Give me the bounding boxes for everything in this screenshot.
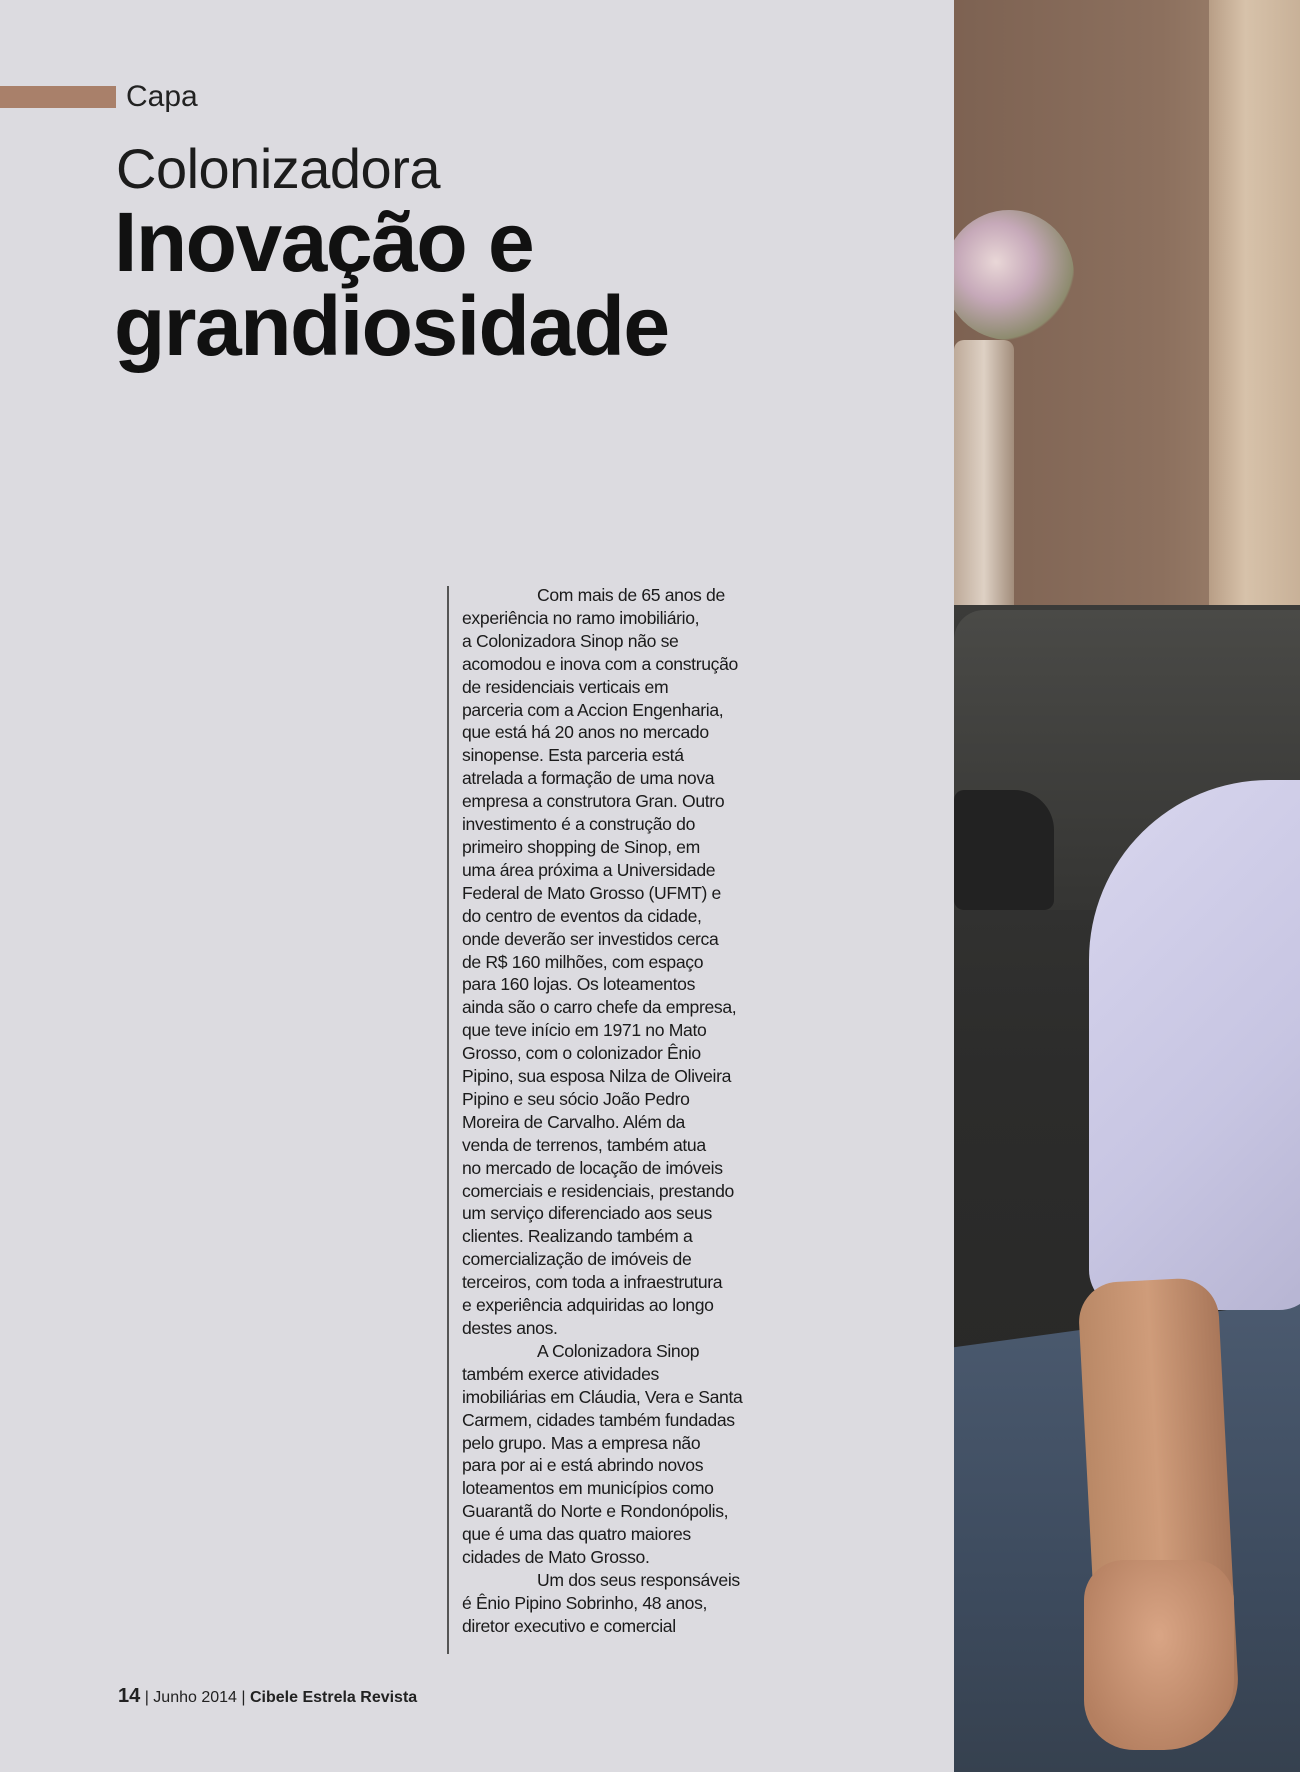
article-kicker: Colonizadora xyxy=(116,137,440,200)
body-line: cidades de Mato Grosso. xyxy=(462,1547,650,1568)
headline-line: Inovação e xyxy=(114,195,534,289)
body-line: no mercado de locação de imóveis xyxy=(462,1157,723,1178)
body-line: A Colonizadora Sinop xyxy=(537,1340,700,1361)
body-line: investimento é a construção do xyxy=(462,814,696,835)
body-line: Guarantã do Norte e Rondonópolis, xyxy=(462,1501,729,1522)
body-line: comercialização de imóveis de xyxy=(462,1249,692,1270)
shirt-sleeve xyxy=(1089,780,1300,1310)
body-line: diretor executivo e comercial xyxy=(462,1615,676,1636)
column-rule xyxy=(447,586,449,1654)
body-line: comerciais e residenciais, prestando xyxy=(462,1180,734,1201)
body-line: Moreira de Carvalho. Além da xyxy=(462,1111,685,1132)
body-line: experiência no ramo imobiliário, xyxy=(462,607,700,628)
body-line: Pipino, sua esposa Nilza de Oliveira xyxy=(462,1066,732,1087)
body-line: e experiência adquiridas ao longo xyxy=(462,1295,714,1316)
body-line: a Colonizadora Sinop não se xyxy=(462,630,679,651)
body-line: de R$ 160 milhões, com espaço xyxy=(462,951,704,972)
body-line: Com mais de 65 anos de xyxy=(537,585,725,605)
body-line: terceiros, com toda a infraestrutura xyxy=(462,1272,723,1293)
body-line: Federal de Mato Grosso (UFMT) e xyxy=(462,882,721,903)
body-line: empresa a construtora Gran. Outro xyxy=(462,791,725,812)
headline-line: grandiosidade xyxy=(114,279,669,373)
hand xyxy=(1084,1560,1234,1750)
body-line: Um dos seus responsáveis xyxy=(537,1569,740,1590)
body-line: uma área próxima a Universidade xyxy=(462,859,716,880)
body-line: Pipino e seu sócio João Pedro xyxy=(462,1088,690,1109)
section-accent-bar xyxy=(0,86,116,108)
body-line: parceria com a Accion Engenharia, xyxy=(462,699,724,720)
vase xyxy=(954,340,1014,610)
body-line: que é uma das quatro maiores xyxy=(462,1524,691,1545)
body-line: venda de terrenos, também atua xyxy=(462,1134,706,1155)
article-body xyxy=(462,584,790,1638)
body-line: um serviço diferenciado aos seus xyxy=(462,1203,712,1224)
page-footer xyxy=(118,1685,417,1708)
footer-separator: | xyxy=(140,1689,154,1706)
footer-separator: | xyxy=(236,1689,250,1706)
body-line: clientes. Realizando também a xyxy=(462,1226,693,1247)
issue-date: Junho 2014 xyxy=(153,1689,237,1706)
body-line: para 160 lojas. Os loteamentos xyxy=(462,974,696,995)
body-line: Grosso, com o colonizador Ênio xyxy=(462,1043,701,1064)
body-line: atrelada a formação de uma nova xyxy=(462,768,715,789)
cover-photo xyxy=(954,0,1300,1772)
body-line: para por ai e está abrindo novos xyxy=(462,1455,704,1476)
body-line: do centro de eventos da cidade, xyxy=(462,905,702,926)
cushion xyxy=(954,790,1054,910)
page-number: 14 xyxy=(118,1685,141,1707)
body-line: destes anos. xyxy=(462,1318,558,1338)
body-line: também exerce atividades xyxy=(462,1363,659,1384)
body-line: loteamentos em municípios como xyxy=(462,1478,714,1499)
body-line: de residenciais verticais em xyxy=(462,676,669,697)
article-headline xyxy=(114,195,669,373)
body-line: primeiro shopping de Sinop, em xyxy=(462,836,700,857)
body-line: que teve início em 1971 no Mato xyxy=(462,1020,707,1041)
body-line: que está há 20 anos no mercado xyxy=(462,722,709,743)
publication-name: Cibele Estrela Revista xyxy=(249,1689,418,1706)
body-line: acomodou e inova com a construção xyxy=(462,653,738,674)
section-label: Capa xyxy=(126,80,198,113)
body-line: imobiliárias em Cláudia, Vera e Santa xyxy=(462,1386,743,1407)
body-line: Carmem, cidades também fundadas xyxy=(462,1409,735,1430)
body-line: ainda são o carro chefe da empresa, xyxy=(462,997,737,1018)
body-line: onde deverão ser investidos cerca xyxy=(462,928,719,949)
body-line: é Ênio Pipino Sobrinho, 48 anos, xyxy=(462,1592,708,1613)
body-line: pelo grupo. Mas a empresa não xyxy=(462,1432,701,1453)
body-line: sinopense. Esta parceria está xyxy=(462,745,684,766)
photo-pillar xyxy=(1209,0,1300,620)
